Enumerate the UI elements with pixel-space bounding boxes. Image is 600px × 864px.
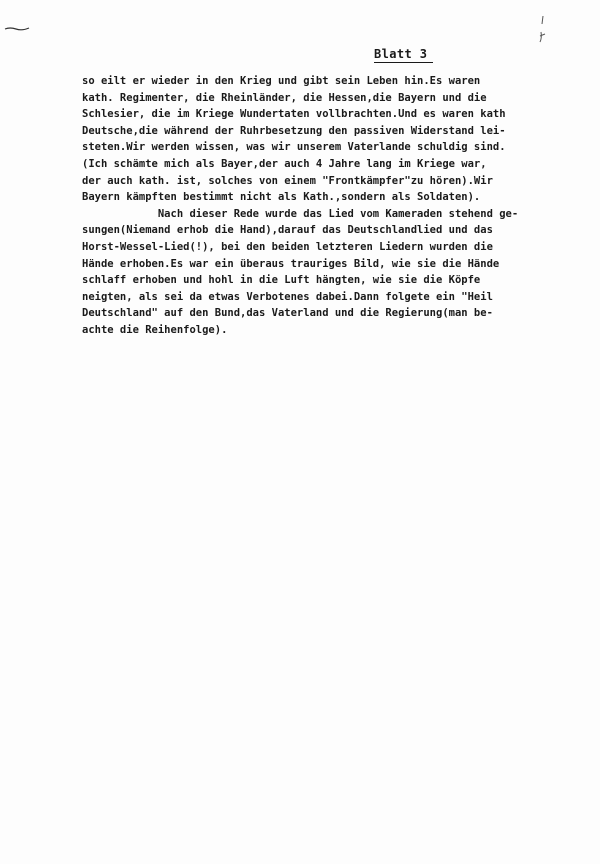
sheet-number-label: Blatt 3 <box>374 47 433 63</box>
text-line: Schlesier, die im Kriege Wundertaten vollbrachten.Und es waren kath <box>82 108 506 121</box>
paragraph-2 <box>82 206 572 339</box>
text-line: achte die Reihenfolge). <box>82 323 228 336</box>
text-line: Bayern kämpften bestimmt nicht als Kath.,sondern als Soldaten). <box>82 191 481 204</box>
text-line: kath. Regimenter, die Rheinländer, die Hessen,die Bayern und die <box>82 91 487 104</box>
pen-mark-right <box>536 14 550 44</box>
typed-body-text <box>82 73 572 339</box>
pen-mark-left <box>4 26 30 32</box>
text-line: der auch kath. ist, solches von einem "Frontkämpfer"zu hören).Wir <box>82 174 493 187</box>
paragraph-1 <box>82 73 572 206</box>
text-line: (Ich schämte mich als Bayer,der auch 4 Jahre lang im Kriege war, <box>82 157 487 170</box>
text-line: neigten, als sei da etwas Verbotenes dabei.Dann folgete ein "Heil <box>82 290 493 303</box>
text-line: sungen(Niemand erhob die Hand),darauf das Deutschlandlied und das <box>82 224 493 237</box>
text-line: Deutsche,die während der Ruhrbesetzung den passiven Widerstand lei- <box>82 124 506 137</box>
text-line: Deutschland" auf den Bund,das Vaterland und die Regierung(man be- <box>82 307 493 320</box>
text-line: Nach dieser Rede wurde das Lied vom Kameraden stehend ge- <box>82 207 519 220</box>
text-line: Hände erhoben.Es war ein überaus trauriges Bild, wie sie die Hände <box>82 257 500 270</box>
text-line: so eilt er wieder in den Krieg und gibt sein Leben hin.Es waren <box>82 75 481 87</box>
text-line: schlaff erhoben und hohl in die Luft hängten, wie sie die Köpfe <box>82 274 481 287</box>
text-line: steten.Wir werden wissen, was wir unserem Vaterlande schuldig sind. <box>82 141 506 154</box>
text-line: Horst-Wessel-Lied(!), bei den beiden letzteren Liedern wurden die <box>82 240 493 253</box>
